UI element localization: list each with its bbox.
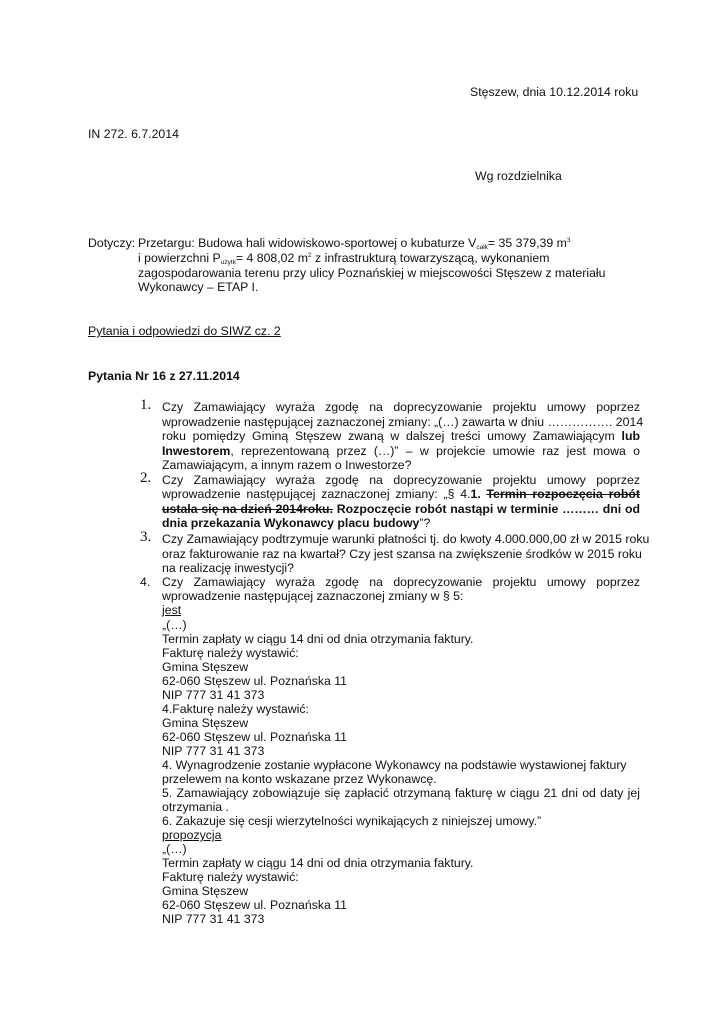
q4-current-line: Gmina Stęszew	[162, 660, 249, 674]
q4-current-line: 62-060 Stęszew ul. Poznańska 11	[162, 730, 348, 744]
q3-line-2: oraz fakturowanie raz na kwartał? Czy jest szansa na zwiększenie środków w 2015 roku	[162, 547, 642, 561]
q4-number: 4.	[140, 575, 151, 589]
q4-propozycja-label: propozycja	[162, 828, 222, 842]
q4-current-line: otrzymania .	[162, 800, 229, 814]
q4-current-line: NIP 777 31 41 373	[162, 688, 265, 702]
q4-line-2: wprowadzenie następującej zaznaczonej zmiany w § 5:	[162, 589, 464, 603]
section-title: Pytania i odpowiedzi do SIWZ cz. 2	[88, 324, 281, 338]
q4-current-line: Termin zapłaty w ciągu 14 dni od dnia otrzymania faktury.	[162, 632, 474, 646]
q4-current-line: przelewem na konto wskazane przez Wykonawcę.	[162, 772, 437, 786]
q4-current-line: NIP 777 31 41 373	[162, 744, 265, 758]
q4-proposed-line: „(…)	[162, 842, 187, 856]
q3-line-3: na realizację inwestycji?	[162, 561, 294, 575]
q2-line-4: dnia przekazania Wykonawcy placu budowy”?	[162, 516, 431, 530]
q4-jest-label: jest	[162, 603, 182, 617]
q4-current-line: 5. Zamawiający zobowiązuje się zapłacić otrzymaną fakturę w ciągu 21 dni od daty jej	[162, 786, 640, 800]
subject-line-4: Wykonawcy – ETAP I.	[138, 280, 259, 294]
subject-line-1: Przetargu: Budowa hali widowiskowo-sportowej o kubaturze $V_{całk}= 35$ 379,39 $m^3$	[138, 236, 571, 251]
q4-current-line: „(…)	[162, 618, 187, 632]
q4-line-1: Czy Zamawiający wyraża zgodę na doprecyzowanie projektu umowy poprzez	[162, 575, 640, 589]
q2-line-1: Czy Zamawiający wyraża zgodę na doprecyzowanie projektu umowy poprzez	[162, 473, 640, 487]
q4-proposed-line: 62-060 Stęszew ul. Poznańska 11	[162, 898, 348, 912]
q4-current-line: 4.Fakturę należy wystawić:	[162, 702, 309, 716]
q2-line-3: ustala się na dzień 2014roku. Rozpoczęcie robót nastąpi w terminie ……… dni od	[162, 502, 640, 516]
subject-line-2: i powierzchni $P_{użytk}= 4$ 808,02 $m^2$ z infrastrukturą towarzyszącą, wykonaniem	[138, 251, 550, 266]
place-date: Stęszew, dnia 10.12.2014 roku	[470, 85, 639, 99]
q4-proposed-line: NIP 777 31 41 373	[162, 912, 265, 926]
q4-current-line: 4. Wynagrodzenie zostanie wypłacone Wykonawcy na podstawie wystawionej faktury	[162, 758, 627, 772]
q1-line-3: roku pomiędzy Gminą Stęszew zwaną w dalszej treści umowy Zamawiającym lub	[162, 429, 640, 443]
q4-proposed-line: Fakturę należy wystawić:	[162, 870, 299, 884]
q4-current-line: 6. Zakazuje się cesji wierzytelności wynikających z niniejszej umowy.”	[162, 814, 542, 828]
q4-current-line: Fakturę należy wystawić:	[162, 646, 299, 660]
q2-line-2: wprowadzenie następującej zaznaczonej zmiany: „§ 4.1. Termin rozpoczęcia robót	[162, 487, 640, 501]
q2-number: 2.	[140, 470, 152, 486]
subject-line-3: zagospodarowania terenu przy ulicy Poznańskiej w miejscowości Stęszew z materiału	[138, 266, 606, 280]
reference-number: IN 272. 6.7.2014	[88, 127, 179, 141]
q3-number: 3.	[140, 529, 152, 545]
q1-line-5: Zamawiającym, a innym razem o Inwestorze?	[162, 458, 412, 472]
q4-proposed-line: Gmina Stęszew	[162, 884, 249, 898]
q1-number: 1.	[140, 397, 152, 413]
q4-proposed-line: Termin zapłaty w ciągu 14 dni od dnia otrzymania faktury.	[162, 856, 474, 870]
q1-line-1: Czy Zamawiający wyraża zgodę na doprecyzowanie projektu umowy poprzez	[162, 400, 640, 414]
questions-title: Pytania Nr 16 z 27.11.2014	[88, 369, 240, 383]
q1-line-2: wprowadzenie następującej zaznaczonej zmiany: „(…) zawarta w dniu ……………. 2014	[162, 415, 644, 429]
subject-label: Dotyczy:	[88, 236, 136, 250]
recipient: Wg rozdzielnika	[475, 169, 562, 183]
q4-current-line: 62-060 Stęszew ul. Poznańska 11	[162, 674, 348, 688]
q1-line-4: Inwestorem, reprezentowaną przez (…)” – w projekcie umowie raz jest mowa o	[162, 444, 640, 458]
q3-line-1: Czy Zamawiający podtrzymuje warunki płatności tj. do kwoty 4.000.000,00 zł w 2015 roku	[162, 532, 650, 546]
q4-current-line: Gmina Stęszew	[162, 716, 249, 730]
